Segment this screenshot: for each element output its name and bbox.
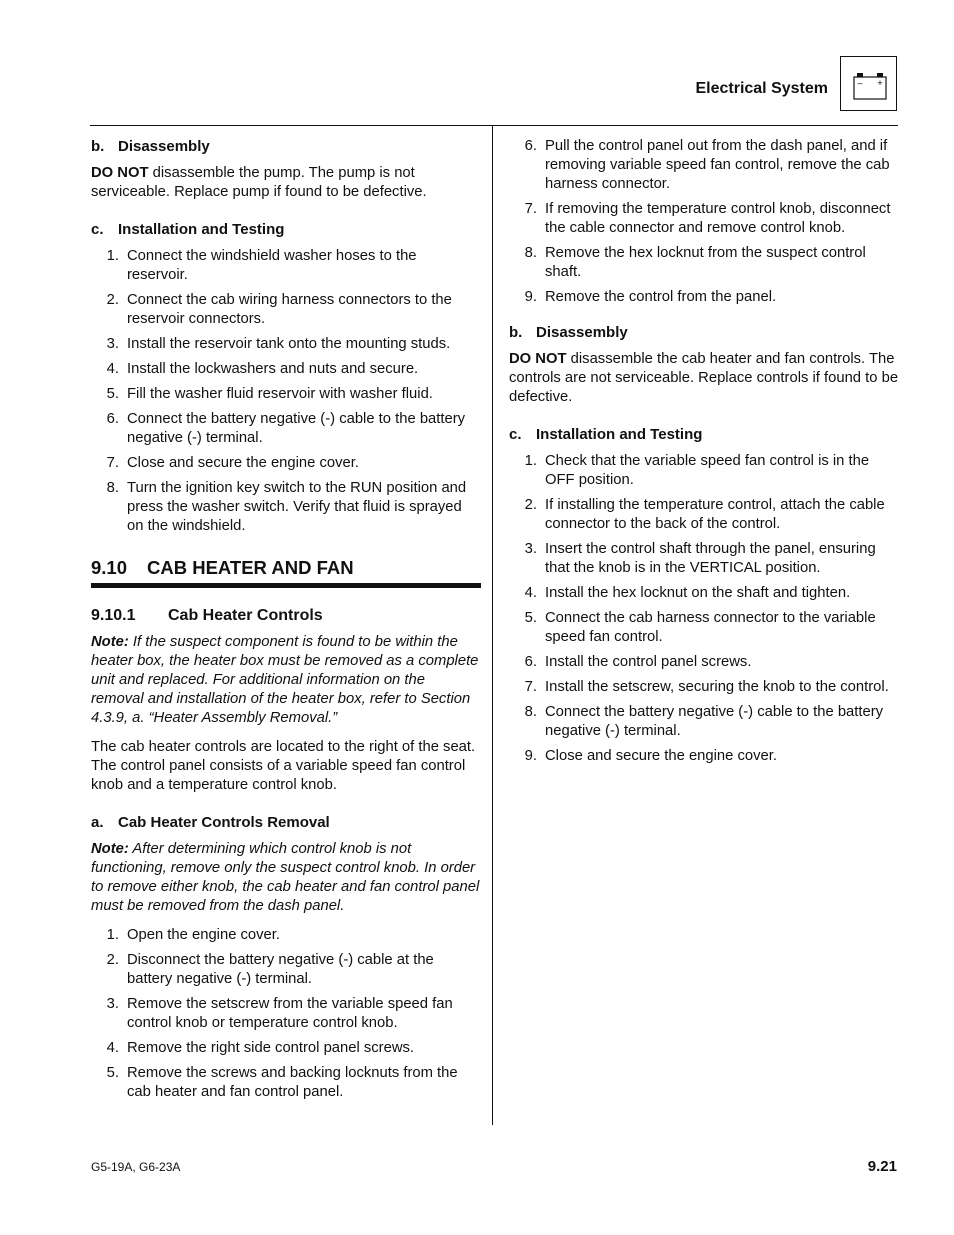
- page-number: 9.21: [867, 1158, 897, 1175]
- section-heading: 9.10 CAB HEATER AND FAN: [91, 557, 354, 578]
- header-rule: [90, 125, 898, 126]
- list-item: 1. Open the engine cover.: [106, 927, 281, 943]
- section-rule: [91, 583, 481, 588]
- left-column: [91, 137, 481, 1118]
- list-item: 1. Check that the variable speed fan control is in the OFF position.: [524, 453, 870, 488]
- intro-paragraph: The cab heater controls are located to the right of the seat. The control panel consists of a variable speed fan control knob and a temperature control knob.: [91, 739, 476, 793]
- list-item: 4. Remove the right side control panel screws.: [106, 1040, 415, 1056]
- section-header-title: Electrical System: [695, 80, 828, 97]
- list-item: 3. Install the reservoir tank onto the mounting studs.: [106, 336, 451, 352]
- list-item: 8. Turn the ignition key switch to the RUN position and press the washer switch. Verify that fluid is sprayed on the windshield.: [106, 480, 467, 534]
- right-column: [509, 137, 899, 782]
- subheading-disassembly-controls: b. Disassembly: [509, 324, 628, 341]
- battery-plus-label: +: [877, 78, 883, 88]
- footer-model-numbers: G5-19A, G6-23A: [91, 1160, 181, 1174]
- list-item: 9. Close and secure the engine cover.: [524, 748, 777, 764]
- list-item: 1. Connect the windshield washer hoses to the reservoir.: [106, 248, 417, 283]
- controls-installation-steps: [509, 452, 899, 766]
- controls-disassembly-paragraph: DO NOT disassemble the cab heater and fan controls. The controls are not serviceable. Replace controls if found to be defective.: [509, 351, 899, 405]
- installation-steps-list: [91, 247, 481, 536]
- list-item: 8. Connect the battery negative (-) cable to the battery negative (-) terminal.: [524, 704, 884, 739]
- list-item: 6. Install the control panel screws.: [524, 654, 752, 670]
- subheading-controls-removal: a. Cab Heater Controls Removal: [91, 814, 330, 831]
- list-item: 2. Connect the cab wiring harness connectors to the reservoir connectors.: [106, 292, 452, 327]
- list-item: 6. Connect the battery negative (-) cable to the battery negative (-) terminal.: [106, 411, 466, 446]
- subheading-controls-installation: c. Installation and Testing: [509, 426, 703, 443]
- battery-icon-graphic: [841, 57, 896, 110]
- list-item: 7. Close and secure the engine cover.: [106, 455, 359, 471]
- subsection-heading: 9.10.1 Cab Heater Controls: [91, 607, 323, 624]
- list-item: 4. Install the hex locknut on the shaft and tighten.: [524, 585, 851, 601]
- list-item: 5. Connect the cab harness connector to the variable speed fan control.: [524, 610, 876, 645]
- subheading-installation-testing: c. Installation and Testing: [91, 221, 285, 238]
- removal-steps-list: [91, 926, 481, 1102]
- list-item: 8. Remove the hex locknut from the suspect control shaft.: [524, 245, 866, 280]
- list-item: 5. Remove the screws and backing locknuts from the cab heater and fan control panel.: [106, 1065, 458, 1100]
- list-item: 3. Remove the setscrew from the variable speed fan control knob or temperature control knob.: [106, 996, 453, 1031]
- list-item: 5. Fill the washer fluid reservoir with washer fluid.: [106, 386, 433, 402]
- column-divider: [492, 125, 493, 1125]
- note-control-knob: Note: After determining which control knob is not functioning, remove only the suspect control knob. In order to remove either knob, the cab heater and fan control panel must be removed from the dash panel.: [91, 841, 480, 914]
- disassembly-paragraph: DO NOT disassemble the pump. The pump is not serviceable. Replace pump if found to be defective.: [91, 165, 427, 200]
- list-item: 4. Install the lockwashers and nuts and secure.: [106, 361, 419, 377]
- removal-steps-continued: [509, 137, 899, 307]
- subheading-disassembly: b. Disassembly: [91, 138, 210, 155]
- list-item: 2. Disconnect the battery negative (-) cable at the battery negative (-) terminal.: [106, 952, 434, 987]
- list-item: 2. If installing the temperature control, attach the cable connector to the back of the control.: [524, 497, 885, 532]
- battery-minus-label: –: [857, 78, 863, 88]
- battery-icon: [840, 56, 897, 111]
- list-item: 6. Pull the control panel out from the dash panel, and if removing variable speed fan control, remove the cab harness connector.: [524, 138, 890, 192]
- list-item: 3. Insert the control shaft through the panel, ensuring that the knob is in the VERTICAL position.: [524, 541, 876, 576]
- list-item: 7. If removing the temperature control knob, disconnect the cable connector and remove control knob.: [524, 201, 891, 236]
- list-item: 9. Remove the control from the panel.: [524, 289, 777, 305]
- note-heater-box: Note: If the suspect component is found to be within the heater box, the heater box must be removed as a complete unit and replaced. For additional information on the removal and installation of the heater box, refer to Section 4.3.9, a. “Heater Assembly Removal.”: [91, 634, 479, 726]
- list-item: 7. Install the setscrew, securing the knob to the control.: [524, 679, 889, 695]
